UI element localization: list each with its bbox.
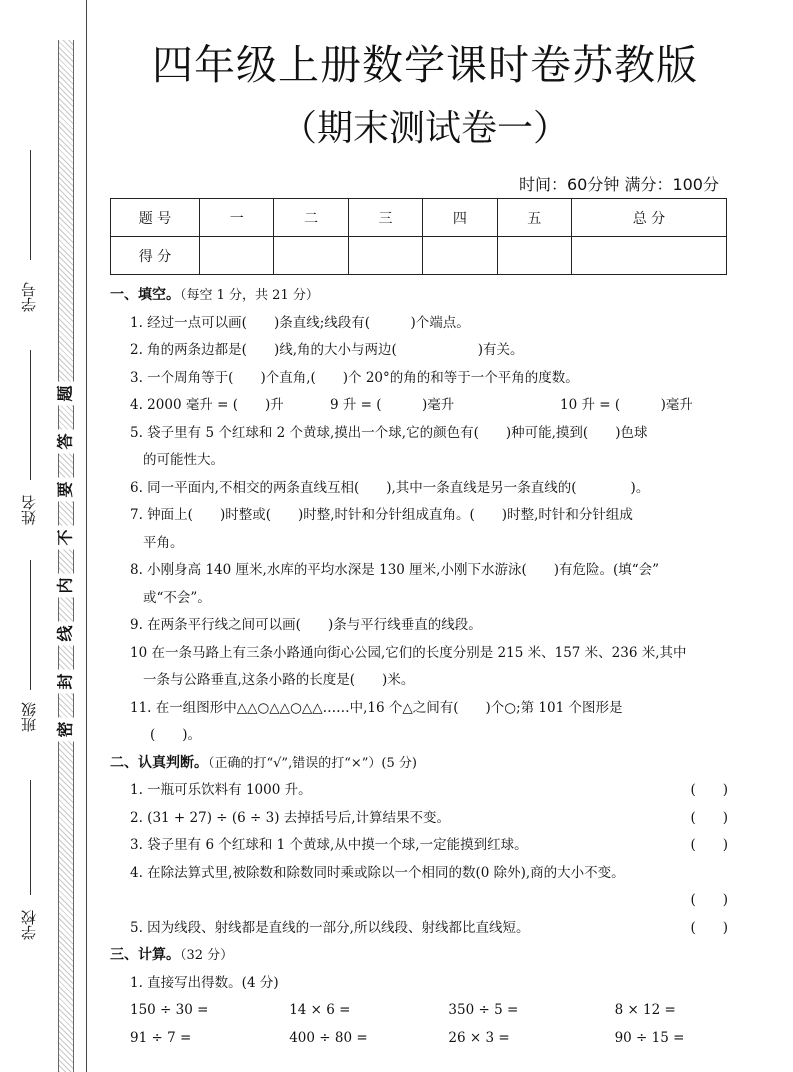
calc-item: 14 × 6 = xyxy=(289,1002,351,1018)
score-header-cell: 四 xyxy=(423,199,497,237)
warning-char: 密 xyxy=(53,718,76,742)
student-id-label: 学号 xyxy=(20,282,38,312)
judgement-question xyxy=(110,777,732,805)
score-header-cell: 一 xyxy=(200,199,274,237)
judgement-question: 4. 在除法算式里,被除数和除数同时乘或除以一个相同的数(0 除外),商的大小不变。 xyxy=(130,864,625,881)
question: 10 在一条马路上有三条小路通向街心公园,它们的长度分别是 215 米、157 米、236 米,其中 xyxy=(130,644,687,661)
question-continuation: 一条与公路垂直,这条小路的长度是( )米。 xyxy=(143,672,415,688)
question: 8. 小刚身高 140 厘米,水库的平均水深是 130 厘米,小刚下水游泳( )有危险。(填“会” xyxy=(130,562,660,578)
question-part: 10 升 = ( )毫升 xyxy=(560,397,693,413)
judgement-question xyxy=(110,805,732,833)
judgement-question xyxy=(110,832,732,860)
score-header-cell: 二 xyxy=(274,199,348,237)
section-heading xyxy=(110,942,732,970)
binding-strip xyxy=(58,40,74,1072)
school-line xyxy=(30,780,31,895)
calc-item: 150 ÷ 30 = xyxy=(130,1002,209,1018)
section-heading xyxy=(110,750,732,778)
warning-char: 答 xyxy=(53,430,76,454)
warning-char: 要 xyxy=(53,478,76,502)
class-label: 班级 xyxy=(20,702,38,732)
exam-content xyxy=(110,282,732,1052)
question-part: 9 升 = ( )毫升 xyxy=(330,397,455,413)
cut-line xyxy=(86,0,87,1072)
score-cell[interactable] xyxy=(274,237,348,275)
score-value-row xyxy=(111,237,727,275)
question: 9. 在两条平行线之间可以画( )条与平行线垂直的线段。 xyxy=(130,617,482,633)
score-cell[interactable] xyxy=(423,237,497,275)
calc-item: 26 × 3 = xyxy=(448,1029,510,1046)
calc-row xyxy=(110,1025,732,1053)
calc-item: 350 ÷ 5 = xyxy=(448,1002,519,1018)
question xyxy=(110,392,732,420)
section-note: （32 分） xyxy=(180,948,234,963)
question-continuation: 或“不会”。 xyxy=(143,589,211,606)
question: 5. 袋子里有 5 个红球和 2 个黄球,摸出一个球,它的颜色有( )种可能,摸到( )色球 xyxy=(130,424,648,441)
score-cell[interactable] xyxy=(571,237,726,275)
question-part: 4. 2000 毫升 = ( )升 xyxy=(130,397,284,413)
score-cell[interactable] xyxy=(497,237,571,275)
calc-item: 90 ÷ 15 = xyxy=(614,1029,685,1046)
answer-blank[interactable]: ( ) xyxy=(690,919,728,936)
question-continuation: ( )。 xyxy=(150,727,202,743)
section-title: 二、认真判断。 xyxy=(110,754,208,771)
student-id-line xyxy=(30,150,31,260)
judgement-question xyxy=(110,915,732,943)
question: 11. 在一组图形中△△○△△○△△……中,16 个△之间有( )个○;第 101 个图形是 xyxy=(130,699,623,716)
question-text: 5. 因为线段、射线都是直线的一部分,所以线段、射线都比直线短。 xyxy=(130,919,530,936)
school-label: 学校 xyxy=(20,910,38,940)
judgement-answer-line xyxy=(110,887,732,915)
warning-char: 封 xyxy=(53,670,76,694)
calc-item: 91 ÷ 7 = xyxy=(130,1029,192,1046)
section-title: 三、计算。 xyxy=(110,947,180,963)
question: 1. 经过一点可以画( )条直线;线段有( )个端点。 xyxy=(130,314,470,331)
score-header-cell: 题 号 xyxy=(111,199,200,237)
calc-item: 8 × 12 = xyxy=(614,1002,676,1018)
section-heading xyxy=(110,282,732,310)
warning-char: 不 xyxy=(53,526,76,550)
score-header-cell: 总 分 xyxy=(571,199,726,237)
name-line xyxy=(30,350,31,480)
question: 3. 一个周角等于( )个直角,( )个 20°的角的和等于一个平角的度数。 xyxy=(130,369,579,386)
warning-char: 线 xyxy=(53,622,76,646)
class-line xyxy=(30,560,31,690)
answer-blank[interactable]: ( ) xyxy=(690,809,728,826)
question-text: 2. (31 + 27) ÷ (6 ÷ 3) 去掉括号后,计算结果不变。 xyxy=(130,809,451,826)
answer-blank[interactable]: ( ) xyxy=(690,892,728,908)
page-subtitle: （期末测试卷一） xyxy=(280,108,569,149)
question: 2. 角的两条边都是( )线,角的大小与两边( )有关。 xyxy=(130,342,524,358)
warning-char: 内 xyxy=(53,574,76,598)
question-text: 3. 袋子里有 6 个红球和 1 个黄球,从中摸一个球,一定能摸到红球。 xyxy=(130,837,528,853)
calc-item: 400 ÷ 80 = xyxy=(289,1029,368,1046)
section-note: （每空 1 分，共 21 分） xyxy=(180,288,319,303)
question-continuation: 平角。 xyxy=(143,534,184,551)
page-title: 四年级上册数学课时卷苏教版 xyxy=(152,41,698,89)
question: 7. 钟面上( )时整或( )时整,时针和分针组成直角。( )时整,时针和分针组成 xyxy=(130,507,633,523)
time-info: 时间：60分钟 满分：100分 xyxy=(519,175,719,194)
score-cell[interactable] xyxy=(200,237,274,275)
section-title: 一、填空。 xyxy=(110,287,180,303)
section-note: （正确的打“√”,错误的打“×”）(5 分) xyxy=(208,755,417,771)
score-cell[interactable] xyxy=(348,237,422,275)
score-header-cell: 三 xyxy=(348,199,422,237)
name-label: 姓名 xyxy=(20,495,38,525)
answer-blank[interactable]: ( ) xyxy=(690,837,728,853)
score-table xyxy=(110,198,727,275)
answer-blank[interactable]: ( ) xyxy=(690,782,728,798)
question-text: 1. 一瓶可乐饮料有 1000 升。 xyxy=(130,782,312,798)
question-continuation: 的可能性大。 xyxy=(143,452,224,468)
sub-question: 1. 直接写出得数。(4 分) xyxy=(130,974,279,991)
calc-row xyxy=(110,997,732,1025)
score-label-cell: 得 分 xyxy=(111,237,200,275)
score-header-row xyxy=(111,199,727,237)
score-header-cell: 五 xyxy=(497,199,571,237)
question: 6. 同一平面内,不相交的两条直线互相( ),其中一条直线是另一条直线的( )。 xyxy=(130,479,650,496)
warning-char: 题 xyxy=(53,382,76,406)
